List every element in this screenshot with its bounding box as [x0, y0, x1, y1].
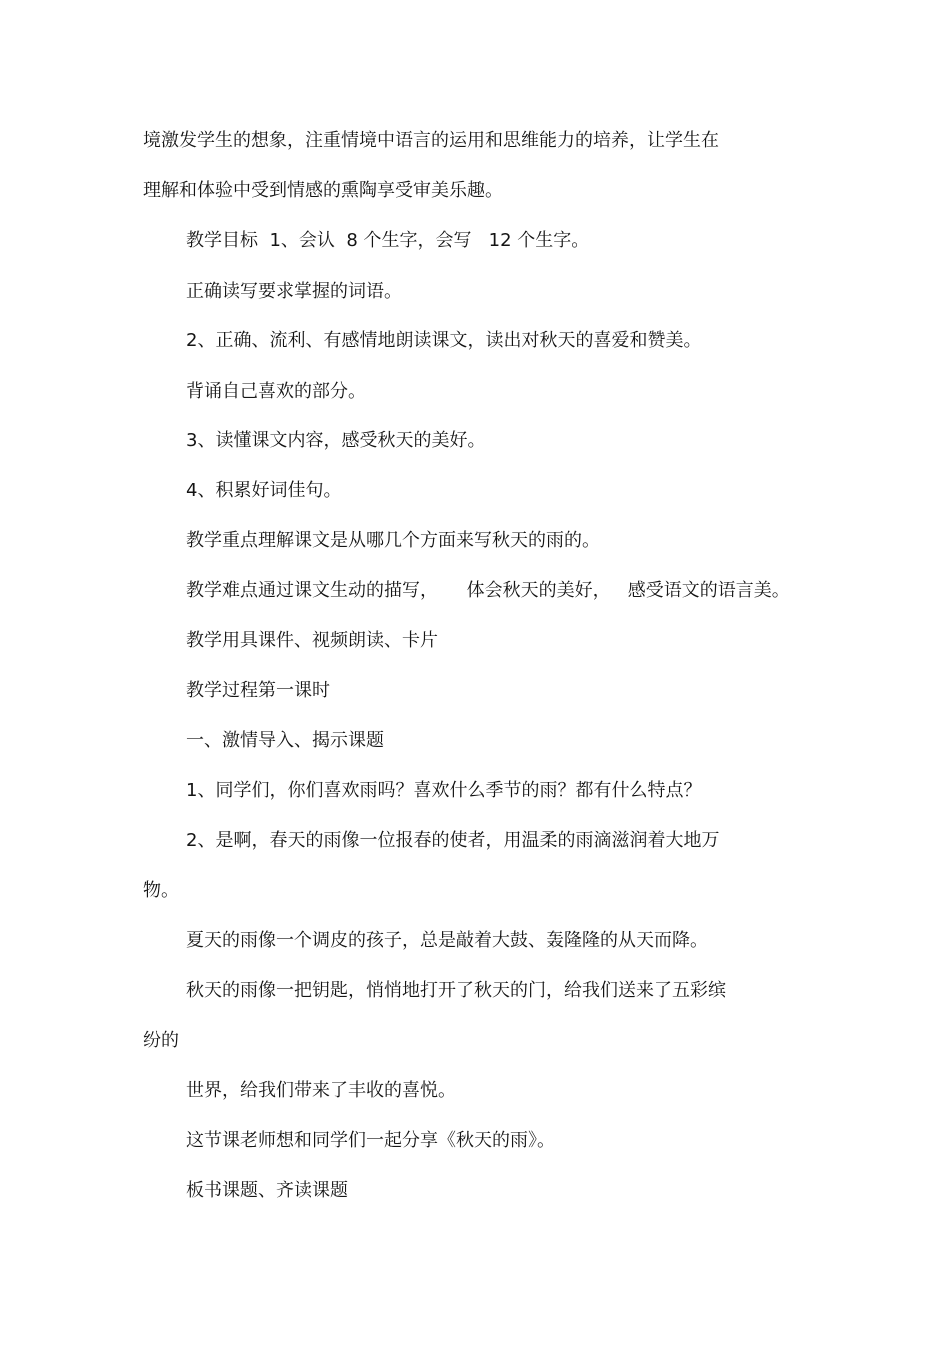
paragraph-line: 纷的 [143, 1030, 179, 1051]
paragraph-line: 夏天的雨像一个调皮的孩子，总是敲着大鼓、轰隆隆的从天而降。 [186, 930, 708, 951]
paragraph-line: 2、是啊，春天的雨像一位报春的使者，用温柔的雨滴滋润着大地万 [186, 830, 720, 851]
paragraph-line: 板书课题、齐读课题 [186, 1180, 348, 1201]
paragraph-line: 教学用具课件、视频朗读、卡片 [186, 630, 438, 651]
paragraph-line: 正确读写要求掌握的词语。 [186, 281, 402, 302]
paragraph-line: 背诵自己喜欢的部分。 [186, 381, 366, 402]
paragraph-line: 教学过程第一课时 [186, 680, 330, 701]
paragraph-line: 教学难点通过课文生动的描写， 体会秋天的美好， 感受语文的语言美。 [186, 580, 790, 601]
paragraph-line: 3、读懂课文内容，感受秋天的美好。 [186, 430, 486, 451]
paragraph-line: 理解和体验中受到情感的熏陶享受审美乐趣。 [143, 180, 503, 201]
paragraph-line: 秋天的雨像一把钥匙，悄悄地打开了秋天的门，给我们送来了五彩缤 [186, 980, 726, 1001]
paragraph-line: 2、正确、流利、有感情地朗读课文，读出对秋天的喜爱和赞美。 [186, 330, 702, 351]
paragraph-line: 物。 [143, 880, 179, 901]
paragraph-line: 这节课老师想和同学们一起分享《秋天的雨》。 [186, 1130, 555, 1151]
paragraph-line: 一、激情导入、揭示课题 [186, 730, 384, 751]
paragraph-line: 世界，给我们带来了丰收的喜悦。 [186, 1080, 456, 1101]
paragraph-line: 1、同学们，你们喜欢雨吗？喜欢什么季节的雨？都有什么特点？ [186, 780, 702, 801]
paragraph-line: 境激发学生的想象，注重情境中语言的运用和思维能力的培养，让学生在 [143, 130, 719, 151]
paragraph-line: 教学重点理解课文是从哪几个方面来写秋天的雨的。 [186, 530, 600, 551]
paragraph-line: 4、积累好词佳句。 [186, 480, 342, 501]
paragraph-line: 教学目标 1、会认 8 个生字，会写 12 个生字。 [186, 230, 590, 251]
